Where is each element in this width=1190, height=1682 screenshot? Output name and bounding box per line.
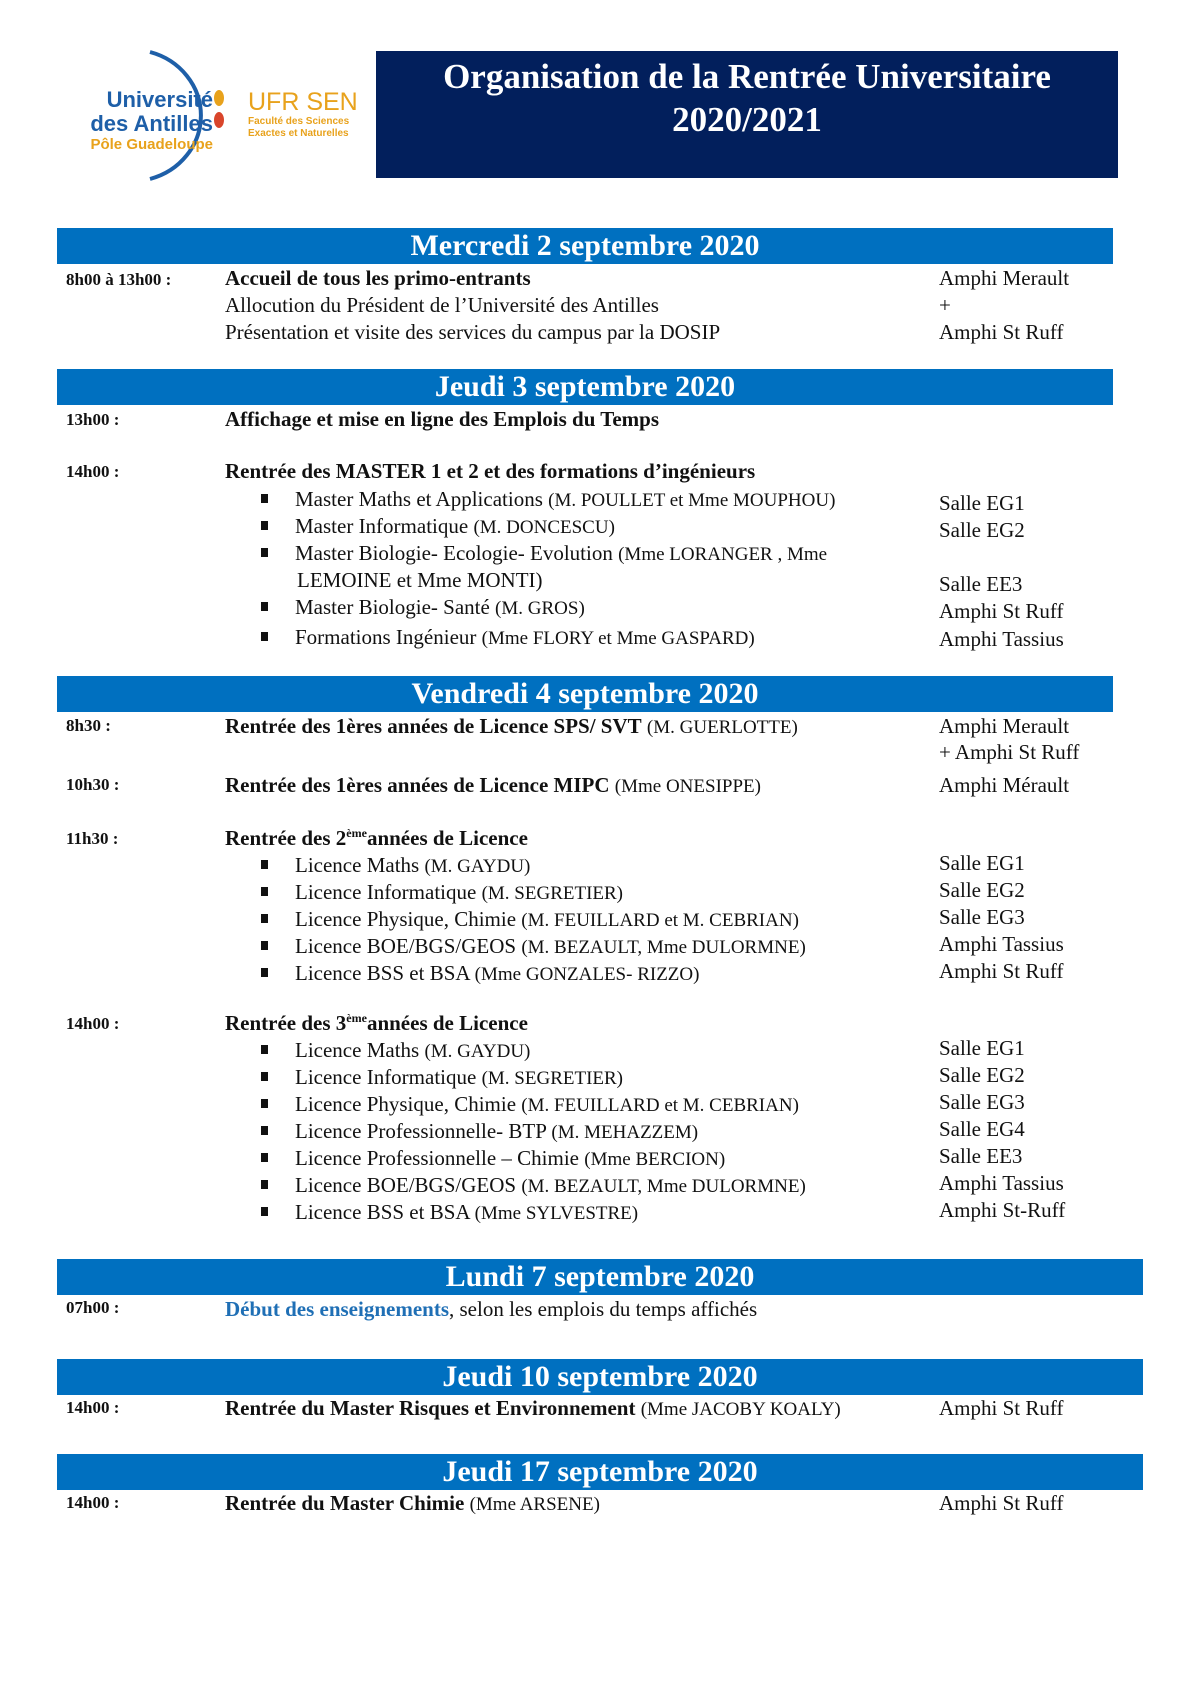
room-label: Amphi St Ruff: [939, 320, 1064, 344]
list-item: Formations Ingénieur (Mme FLORY et Mme GASPARD): [261, 625, 755, 650]
highlight-text: Début des enseignements: [225, 1297, 449, 1321]
entry-line: Présentation et visite des services du campus par la DOSIP: [225, 320, 721, 344]
list-item: Licence Professionnelle – Chimie (Mme BERCION): [261, 1146, 725, 1171]
time-label: 8h30 :: [66, 716, 111, 735]
day-header-jeudi-3: Jeudi 3 septembre 2020: [57, 369, 1113, 405]
entry-title: Rentrée des 1ères années de Licence SPS/ SVT (M. GUERLOTTE): [225, 714, 798, 738]
time-label: 8h00 à 13h00 :: [66, 270, 172, 289]
entry-title: Rentrée des MASTER 1 et 2 et des formations d’ingénieurs: [225, 459, 756, 483]
logo-university-line2: des Antilles: [90, 111, 213, 136]
list-item: Licence BOE/BGS/GEOS (M. BEZAULT, Mme DULORMNE): [261, 934, 806, 959]
room-label: Salle EE3: [939, 1144, 1023, 1168]
room-label: Salle EG2: [939, 1063, 1025, 1087]
room-label: Salle EE3: [939, 572, 1023, 596]
bullet-icon: [261, 968, 268, 977]
logo-ufr-line1: Faculté des Sciences: [248, 116, 350, 127]
room-label: Salle EG1: [939, 851, 1025, 875]
room-label: Amphi St Ruff: [939, 1491, 1064, 1515]
time-label: 10h30 :: [66, 775, 120, 794]
entry-title: Rentrée du Master Chimie (Mme ARSENE): [225, 1491, 600, 1515]
room-label: Salle EG3: [939, 905, 1025, 929]
room-label: Salle EG2: [939, 518, 1025, 542]
time-label: 14h00 :: [66, 462, 120, 481]
page-title-line1: Organisation de la Rentrée Universitaire: [443, 57, 1051, 96]
entry-title: Rentrée du Master Risques et Environnement (Mme JACOBY KOALY): [225, 1396, 841, 1420]
entry-title: Rentrée des 3èmeannées de Licence: [225, 1011, 528, 1035]
list-item: Master Informatique (M. DONCESCU): [261, 514, 615, 539]
list-item: Licence Physique, Chimie (M. FEUILLARD et M. CEBRIAN): [261, 1092, 799, 1117]
time-label: 11h30 :: [66, 829, 119, 848]
entry-title: Rentrée des 2èmeannées de Licence: [225, 826, 528, 850]
room-label: +: [939, 293, 951, 317]
room-label: Amphi Tassius: [939, 1171, 1064, 1195]
time-label: 14h00 :: [66, 1014, 120, 1033]
entry-title: Accueil de tous les primo-entrants: [225, 266, 531, 290]
day-header-lundi-7: Lundi 7 septembre 2020: [57, 1259, 1143, 1295]
list-item: Licence Physique, Chimie (M. FEUILLARD et M. CEBRIAN): [261, 907, 799, 932]
bullet-icon: [261, 521, 268, 530]
room-label: Salle EG1: [939, 1036, 1025, 1060]
list-item: Licence Maths (M. GAYDU): [261, 853, 530, 878]
bullet-icon: [261, 1072, 268, 1081]
entry-title: Rentrée des 1ères années de Licence MIPC (Mme ONESIPPE): [225, 773, 761, 797]
bullet-icon: [261, 887, 268, 896]
room-label: Amphi St Ruff: [939, 959, 1064, 983]
bullet-icon: [261, 914, 268, 923]
time-label: 14h00 :: [66, 1493, 120, 1512]
room-label: Amphi St Ruff: [939, 1396, 1064, 1420]
bullet-icon: [261, 494, 268, 503]
room-label: Amphi St Ruff: [939, 599, 1064, 623]
room-label: Salle EG3: [939, 1090, 1025, 1114]
room-label: Amphi Merault: [939, 266, 1070, 290]
list-item: Licence Informatique (M. SEGRETIER): [261, 880, 623, 905]
university-logo: [60, 48, 380, 183]
time-label: 07h00 :: [66, 1298, 120, 1317]
list-item: Licence Professionnelle- BTP (M. MEHAZZEM): [261, 1119, 698, 1144]
list-item: Licence BSS et BSA (Mme GONZALES- RIZZO): [261, 961, 699, 986]
logo-ufr-line2: Exactes et Naturelles: [248, 128, 349, 139]
day-header-jeudi-10: Jeudi 10 septembre 2020: [57, 1359, 1143, 1395]
list-item: Master Biologie- Santé (M. GROS): [261, 595, 585, 620]
room-label: Amphi Merault: [939, 714, 1070, 738]
room-label: + Amphi St Ruff: [939, 740, 1080, 764]
list-item: Licence Informatique (M. SEGRETIER): [261, 1065, 623, 1090]
logo-ufr: UFR SEN: [248, 88, 358, 116]
page-title-line2: 2020/2021: [672, 100, 822, 139]
bullet-icon: [261, 1099, 268, 1108]
room-label: Amphi Mérault: [939, 773, 1070, 797]
entry-title: Début des enseignements, selon les emplois du temps affichés: [225, 1297, 758, 1321]
bullet-icon: [261, 860, 268, 869]
list-item: Licence Maths (M. GAYDU): [261, 1038, 530, 1063]
entry-title: Affichage et mise en ligne des Emplois du Temps: [225, 407, 660, 431]
day-header-mercredi: Mercredi 2 septembre 2020: [57, 228, 1113, 264]
page-title: [376, 51, 1118, 178]
bullet-icon: [261, 1045, 268, 1054]
bullet-icon: [261, 632, 268, 641]
room-label: Amphi Tassius: [939, 932, 1064, 956]
time-label: 14h00 :: [66, 1398, 120, 1417]
room-label: Salle EG1: [939, 491, 1025, 515]
list-item: Master Maths et Applications (M. POULLET et Mme MOUPHOU): [261, 487, 835, 512]
bullet-icon: [261, 548, 268, 557]
bullet-icon: [261, 602, 268, 611]
list-item: Master Biologie- Ecologie- Evolution (Mme LORANGER , Mme: [261, 541, 827, 566]
day-header-vendredi: Vendredi 4 septembre 2020: [57, 676, 1113, 712]
time-label: 13h00 :: [66, 410, 120, 429]
room-label: Amphi St-Ruff: [939, 1198, 1066, 1222]
bullet-icon: [261, 1207, 268, 1216]
list-item: Licence BSS et BSA (Mme SYLVESTRE): [261, 1200, 638, 1225]
bullet-icon: [261, 1126, 268, 1135]
room-label: Salle EG2: [939, 878, 1025, 902]
room-label: Amphi Tassius: [939, 627, 1064, 651]
room-label: Salle EG4: [939, 1117, 1025, 1141]
logo-pole: Pôle Guadeloupe: [90, 136, 213, 153]
bullet-icon: [261, 1180, 268, 1189]
bullet-icon: [261, 1153, 268, 1162]
entry-line: Allocution du Président de l’Université des Antilles: [225, 293, 659, 317]
list-item-continuation: LEMOINE et Mme MONTI): [297, 568, 543, 592]
logo-university-line1: Université: [106, 87, 213, 112]
list-item: Licence BOE/BGS/GEOS (M. BEZAULT, Mme DULORMNE): [261, 1173, 806, 1198]
bullet-icon: [261, 941, 268, 950]
day-header-jeudi-17: Jeudi 17 septembre 2020: [57, 1454, 1143, 1490]
